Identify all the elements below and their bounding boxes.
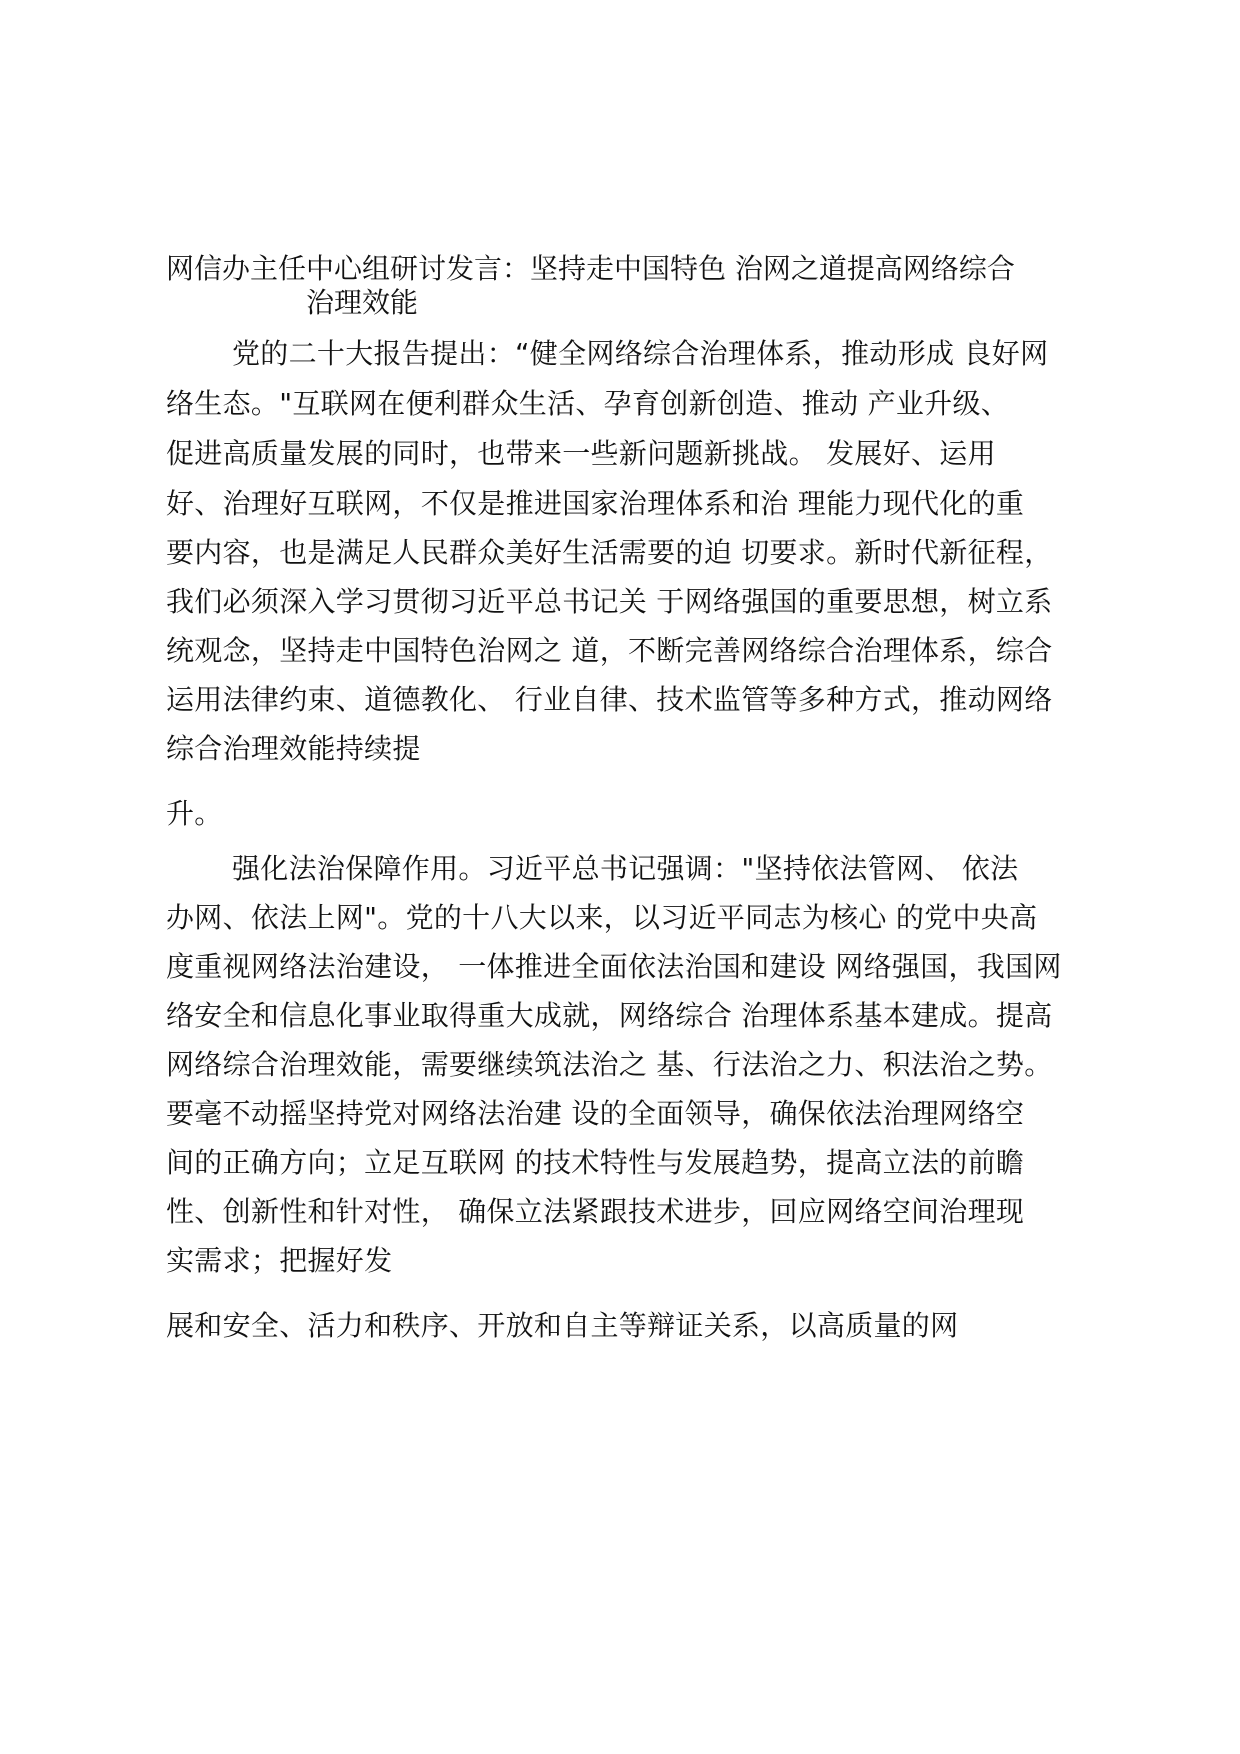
- body-line: 间的正确方向；立足互联网 的技术特性与发展趋势，提高立法的前瞻: [166, 1146, 1025, 1179]
- body-line: 运用法律约束、道德教化、 行业自律、技术监管等多种方式，推动网络: [166, 683, 1053, 716]
- document-title-line-2: 治理效能: [306, 286, 419, 319]
- body-line: 好、治理好互联网，不仅是推进国家治理体系和治 理能力现代化的重: [166, 487, 1025, 520]
- body-line: 度重视网络法治建设， 一体推进全面依法治国和建设 网络强国，我国网: [166, 950, 1062, 983]
- body-line: 统观念，坚持走中国特色治网之 道，不断完善网络综合治理体系，综合: [166, 634, 1053, 667]
- body-line: 升。: [166, 797, 223, 830]
- body-line: 党的二十大报告提出：“健全网络综合治理体系，推动形成 良好网: [232, 337, 1049, 370]
- body-line: 网络综合治理效能，需要继续筑法治之 基、行法治之力、积法治之势。: [166, 1048, 1053, 1081]
- body-line: 强化法治保障作用。习近平总书记强调："坚持依法管网、 依法: [232, 852, 1019, 885]
- body-line: 络生态。"互联网在便利群众生活、孕育创新创造、推动 产业升级、: [166, 387, 1010, 420]
- document-title-line-1: 网信办主任中心组研讨发言：坚持走中国特色 治网之道提高网络综合: [166, 252, 1015, 285]
- body-line: 办网、依法上网"。党的十八大以来，以习近平同志为核心 的党中央高: [166, 901, 1038, 934]
- body-line: 促进高质量发展的同时，也带来一些新问题新挑战。 发展好、运用: [166, 437, 996, 470]
- body-line: 络安全和信息化事业取得重大成就，网络综合 治理体系基本建成。提高: [166, 999, 1053, 1032]
- body-line: 实需求；把握好发: [166, 1244, 393, 1277]
- body-line: 展和安全、活力和秩序、开放和自主等辩证关系，以高质量的网: [166, 1309, 959, 1342]
- body-line: 我们必须深入学习贯彻习近平总书记关 于网络强国的重要思想，树立系: [166, 585, 1053, 618]
- body-line: 要毫不动摇坚持党对网络法治建 设的全面领导，确保依法治理网络空: [166, 1097, 1025, 1130]
- body-line: 要内容，也是满足人民群众美好生活需要的迫 切要求。新时代新征程，: [166, 536, 1053, 569]
- body-line: 性、创新性和针对性， 确保立法紧跟技术进步，回应网络空间治理现: [166, 1195, 1025, 1228]
- body-line: 综合治理效能持续提: [166, 732, 421, 765]
